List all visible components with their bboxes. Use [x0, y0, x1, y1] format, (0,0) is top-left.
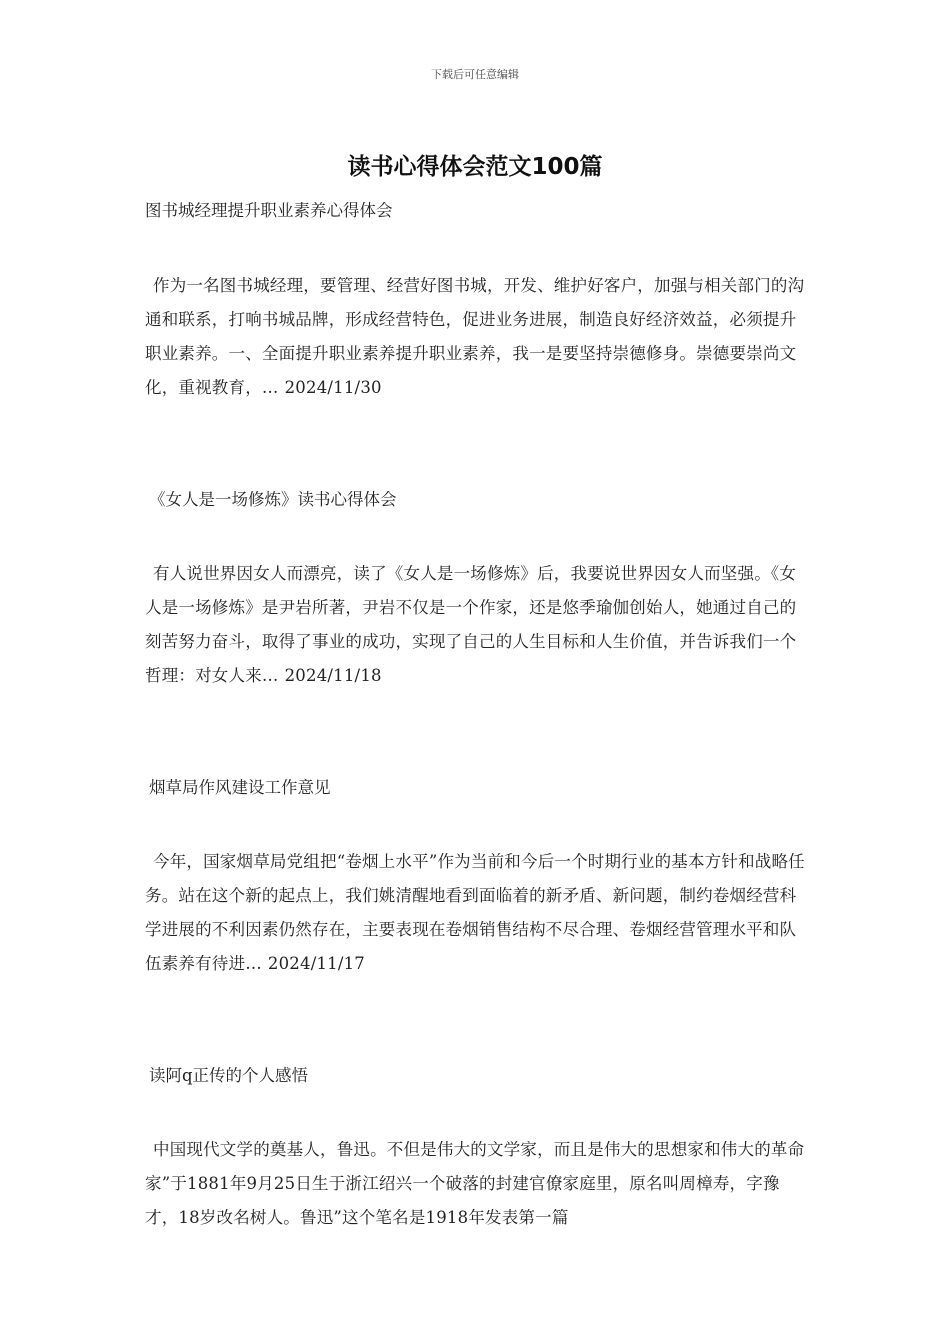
article-title[interactable]: 烟草局作风建设工作意见 — [149, 778, 331, 797]
article-excerpt — [145, 269, 810, 405]
article — [145, 1063, 810, 1235]
header-note: 下载后可任意编辑 — [431, 68, 519, 81]
article — [145, 487, 810, 693]
article-excerpt — [145, 845, 810, 981]
excerpt-text: 今年，国家烟草局党组把“卷烟上水平”作为当前和今后一个时期行业的基本方针和战略任务。站在这个新的起点上，我们姚清醒地看到面临着的新矛盾、新问题，制约卷烟经营科学进展的不利因素仍然存在，主要表现在卷烟销售结构不尽合理、卷烟经营管理水平和队伍素养有待进… — [145, 852, 805, 973]
excerpt-text: 有人说世界因女人而漂亮，读了《女人是一场修炼》后，我要说世界因女人而坚强。《女人是一场修炼》是尹岩所著，尹岩不仅是一个作家，还是悠季瑜伽创始人，她通过自己的刻苦努力奋斗，取得了事业的成功，实现了自己的人生目标和人生价值，并告诉我们一个哲理：对女人来… — [145, 564, 797, 685]
article-date: 2024/11/30 — [284, 378, 382, 397]
article-excerpt — [145, 557, 810, 693]
article-date: 2024/11/18 — [284, 666, 382, 685]
article-list — [145, 198, 810, 1235]
article-title[interactable]: 图书城经理提升职业素养心得体会 — [145, 201, 393, 220]
article-title[interactable]: 读阿q正传的个人感悟 — [149, 1066, 309, 1085]
article-date: 2024/11/17 — [267, 954, 366, 973]
article — [145, 198, 810, 405]
article-excerpt — [145, 1133, 810, 1235]
excerpt-text: 中国现代文学的奠基人，鲁迅。不但是伟大的文学家，而且是伟大的思想家和伟大的革命家”于1881年9月25日生于浙江绍兴一个破落的封建官僚家庭里，原名叫周樟寿，字豫才，18岁改名树人。鲁迅”这个笔名是1918年发表第一篇 — [145, 1140, 805, 1227]
document-title: 读书心得体会范文100篇 — [347, 154, 603, 180]
article-title[interactable]: 《女人是一场修炼》读书心得体会 — [149, 490, 397, 509]
article — [145, 775, 810, 981]
excerpt-text: 作为一名图书城经理，要管理、经营好图书城，开发、维护好客户，加强与相关部门的沟通和联系，打响书城品牌，形成经营特色，促进业务进展，制造良好经济效益，必须提升职业素养。一、全面提升职业素养提升职业素养，我一是要坚持崇德修身。崇德要崇尚文化，重视教育，… — [145, 276, 805, 397]
